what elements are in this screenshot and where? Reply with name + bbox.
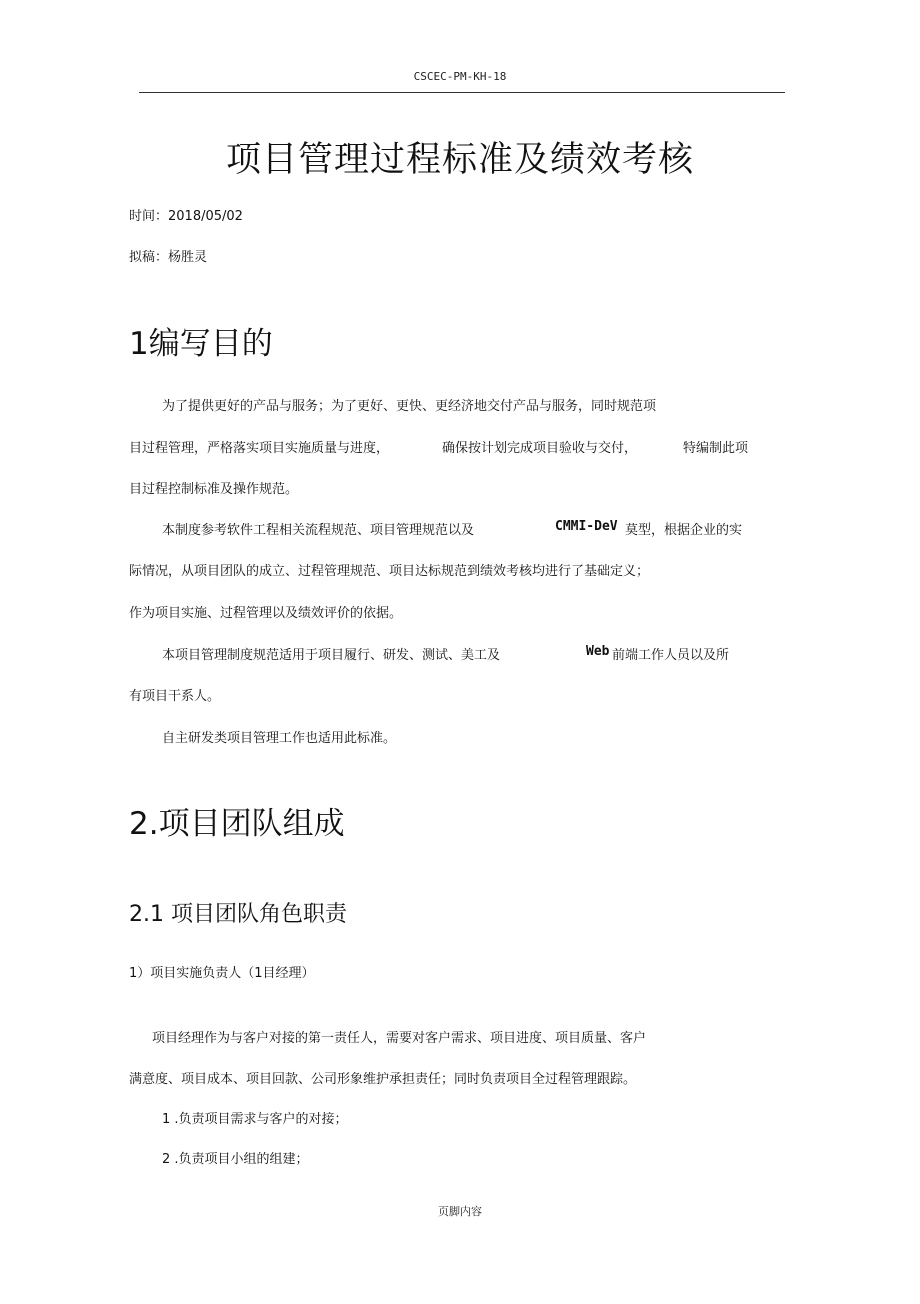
role-description-line-2: 满意度、项目成本、项目回款、公司形象维护承担责任；同时负责项目全过程管理跟踪。	[129, 1072, 637, 1087]
section-2-heading: 2.项目团队组成	[129, 806, 345, 842]
s1-paragraph-1-line-2a: 目过程管理，严格落实项目实施质量与进度，	[129, 441, 390, 456]
s1-paragraph-3-line-1a: 本项目管理制度规范适用于项目履行、研发、测试、美工及	[162, 648, 501, 663]
header-doc-code: CSCEC-PM-KH-18	[413, 70, 507, 83]
s1-paragraph-2-line-2: 际情况，从项目团队的成立、过程管理规范、项目达标规范到绩效考核均进行了基础定义；	[129, 564, 650, 579]
role-title: 1）项目实施负责人（1目经理）	[129, 966, 315, 981]
list-item: 2 .负责项目小组的组建；	[162, 1152, 309, 1167]
header-divider	[139, 92, 785, 93]
s1-paragraph-2-line-1b: CMMI-DeV	[555, 519, 618, 534]
meta-author: 拟稿：杨胜灵	[129, 250, 208, 265]
document-title: 项目管理过程标准及绩效考核	[225, 140, 694, 180]
s1-paragraph-1-line-1: 为了提供更好的产品与服务；为了更好、更快、更经济地交付产品与服务，同时规范项	[162, 399, 657, 414]
s1-paragraph-4-line-1: 自主研发类项目管理工作也适用此标准。	[162, 731, 397, 746]
s1-paragraph-2-line-1c: 莫型，根据企业的实	[625, 523, 743, 538]
s1-paragraph-2-line-1a: 本制度参考软件工程相关流程规范、项目管理规范以及	[162, 523, 475, 538]
s1-paragraph-2-line-3: 作为项目实施、过程管理以及绩效评价的依据。	[129, 606, 403, 621]
s1-paragraph-3-line-1c: 前端工作人员以及所	[612, 648, 730, 663]
meta-date: 时间：2018/05/02	[129, 209, 243, 224]
section-2-1-heading: 2.1 项目团队角色职责	[129, 902, 347, 927]
section-1-heading: 1编写目的	[129, 326, 273, 362]
page-footer: 页脚内容	[438, 1205, 482, 1218]
s1-paragraph-1-line-2b: 确保按计划完成项目验收与交付，	[442, 441, 638, 456]
s1-paragraph-1-line-3: 目过程控制标准及操作规范。	[129, 482, 299, 497]
s1-paragraph-3-line-1b: Web	[586, 644, 610, 659]
list-item: 1 .负责项目需求与客户的对接；	[162, 1112, 348, 1127]
s1-paragraph-3-line-2: 有项目干系人。	[129, 689, 221, 704]
s1-paragraph-1-line-2c: 特编制此项	[683, 441, 749, 456]
role-description-line-1: 项目经理作为与客户对接的第一责任人，需要对客户需求、项目进度、项目质量、客户	[152, 1031, 647, 1046]
